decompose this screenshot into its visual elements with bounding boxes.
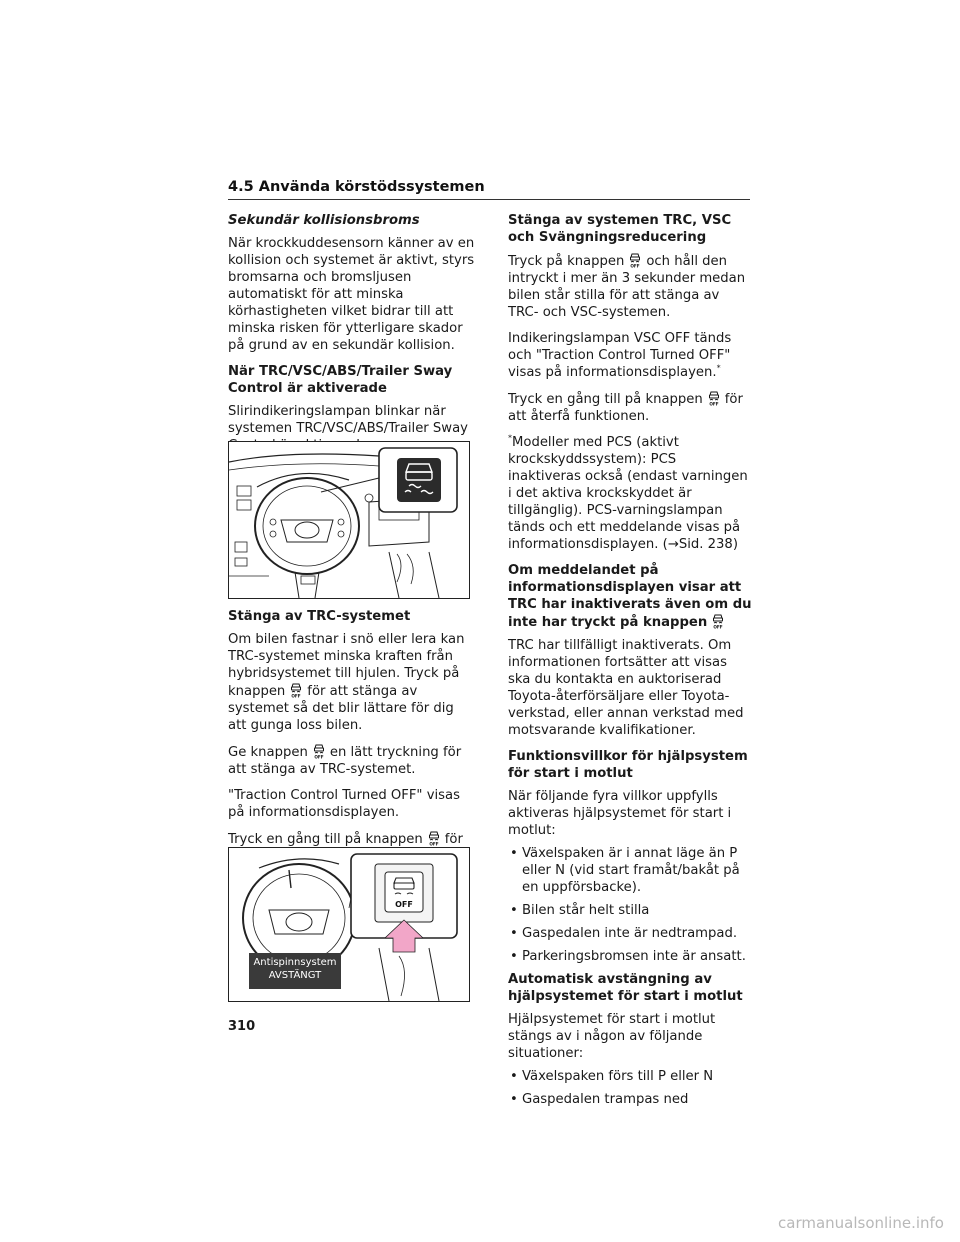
list-item: [508, 902, 752, 919]
watermark: carmanualsonline.info: [778, 1214, 944, 1232]
left-column-lower: [228, 608, 476, 874]
heading-message-trc-disabled: [508, 562, 752, 631]
right-column: [508, 212, 752, 1114]
hill-start-conditions-list: [508, 845, 752, 965]
text-segment: för: [444, 832, 463, 847]
list-item-text: Gaspedalen inte är nedtrampad.: [522, 926, 738, 941]
dashboard-illustration-skid-indicator: [228, 441, 470, 599]
paragraph-hill-start-conditions: När följande fyra villkor uppfylls aktiveras hjälpsystemet för start i motlut:: [508, 789, 732, 838]
text-segment: för att stänga av systemet så det blir lättare för dig att gunga loss bilen.: [228, 684, 454, 733]
text-segment: Modeller med PCS (aktivt krockskyddssystem): PCS inaktiveras också (endast varningen i det aktiva krockskyddet är tillgänglig). PCS-varningslampan tänds och ett meddelande visas på informationsdisplayen. (→Sid. 238): [508, 435, 748, 552]
paragraph-trc-off-2: [228, 743, 476, 778]
vsc-off-icon: [706, 390, 722, 406]
paragraph-message-trc-disabled: TRC har tillfälligt inaktiverats. Om informationen fortsätter att visas ska du kontakta en auktoriserad Toyota-återförsäljare eller Toyota-verkstad, eller annan verkstad med motsvarande kvalifikationer.: [508, 638, 744, 738]
footnote-marker: *: [508, 433, 512, 443]
vsc-off-icon: [288, 682, 304, 698]
bullet: •: [510, 1069, 518, 1084]
list-item-text: Växelspaken förs till P eller N: [522, 1069, 714, 1084]
footnote-pcs: [508, 434, 752, 553]
page-number: 310: [228, 1019, 256, 1034]
list-item: [508, 1091, 752, 1108]
left-column: [228, 212, 476, 463]
off-label: OFF: [395, 900, 413, 909]
heading-hill-start-auto-off: Automatisk avstängning av hjälpsystemet för start i motlut: [508, 972, 743, 1004]
section-title: 4.5 Använda körstödssystemen: [228, 179, 750, 200]
caption-line-1: Antispinnsystem: [253, 957, 337, 968]
list-item-text: Gaspedalen trampas ned: [522, 1092, 689, 1107]
text-segment: för att återfå funktionen.: [508, 392, 743, 424]
paragraph-hill-start-auto-off: Hjälpsystemet för start i motlut stängs av i någon av följande situationer:: [508, 1012, 716, 1061]
vsc-off-icon: [710, 613, 726, 629]
vsc-off-icon: [627, 252, 643, 268]
dashboard-line-drawing: [229, 442, 469, 598]
paragraph-turn-off-1: [508, 252, 752, 321]
bullet: •: [510, 846, 518, 861]
text-segment: Tryck en gång till på knappen: [228, 832, 423, 847]
dashboard-illustration-vsc-off-button: [228, 847, 470, 1002]
bullet: •: [510, 926, 518, 941]
caption-line-2: AVSTÄNGT: [268, 970, 322, 981]
text-segment: Om bilen fastnar i snö eller lera kan TRC-systemet minska kraften från hybridsystemet till hjulen. Tryck på knappen: [228, 632, 465, 699]
list-item-text: Växelspaken är i annat läge än P eller N (vid start framåt/bakåt på en uppförsbacke).: [522, 846, 740, 895]
list-item: [508, 1068, 752, 1085]
heading-secondary-collision-brake: Sekundär kollisionsbroms: [228, 213, 420, 228]
list-item-text: Parkeringsbromsen inte är ansatt.: [522, 949, 746, 964]
bullet: •: [510, 903, 518, 918]
paragraph-turn-off-3: [508, 390, 752, 425]
auto-off-list: [508, 1068, 752, 1108]
paragraph-trc-off-3: "Traction Control Turned OFF" visas på informationsdisplayen.: [228, 788, 460, 820]
text-segment: Om meddelandet på informationsdisplayen visar att TRC har inaktiverats även om du inte har tryckt på knappen: [508, 563, 752, 630]
list-item-text: Bilen står helt stilla: [522, 903, 650, 918]
text-segment: och håll den intryckt i mer än 3 sekunder medan bilen står stilla för att stänga av TRC- och VSC-systemen.: [508, 254, 746, 320]
heading-hill-start-conditions: Funktionsvillkor för hjälpsystem för start i motlut: [508, 749, 748, 781]
text-segment: Tryck på knappen: [508, 254, 625, 269]
paragraph-secondary-collision-brake: När krockkuddesensorn känner av en kollision och systemet är aktivt, styrs bromsarna och bromsljusen automatiskt för att minska körhastigheten vilket bidrar till att minska risken för ytterligare skador på grund av en sekundär kollision.: [228, 236, 475, 353]
vsc-off-icon: [311, 743, 327, 759]
heading-turn-off-systems: Stänga av systemen TRC, VSC och Svängningsreducering: [508, 213, 732, 245]
text-segment: Indikeringslampan VSC OFF tänds och "Traction Control Turned OFF" visas på informationsdisplayen.: [508, 331, 732, 380]
list-item: [508, 948, 752, 965]
text-segment: Ge knappen: [228, 745, 308, 760]
list-item: [508, 925, 752, 942]
bullet: •: [510, 949, 518, 964]
text-segment: Tryck en gång till på knappen: [508, 392, 703, 407]
paragraph-trc-active: Slirindikeringslampan blinkar när systemen TRC/VSC/ABS/Trailer Sway: [228, 404, 468, 436]
heading-trc-active: När TRC/VSC/ABS/Trailer Sway Control är aktiverade: [228, 364, 453, 396]
paragraph-trc-off-1: [228, 631, 476, 734]
heading-trc-off: Stänga av TRC-systemet: [228, 609, 411, 624]
text-segment: en lätt tryckning för att stänga av TRC-systemet.: [228, 745, 462, 777]
footnote-marker: *: [716, 363, 721, 373]
paragraph-turn-off-2: [508, 330, 752, 381]
antispin-off-caption: [249, 953, 341, 989]
vsc-off-icon: [426, 830, 442, 846]
bullet: •: [510, 1092, 518, 1107]
list-item: [508, 845, 752, 896]
